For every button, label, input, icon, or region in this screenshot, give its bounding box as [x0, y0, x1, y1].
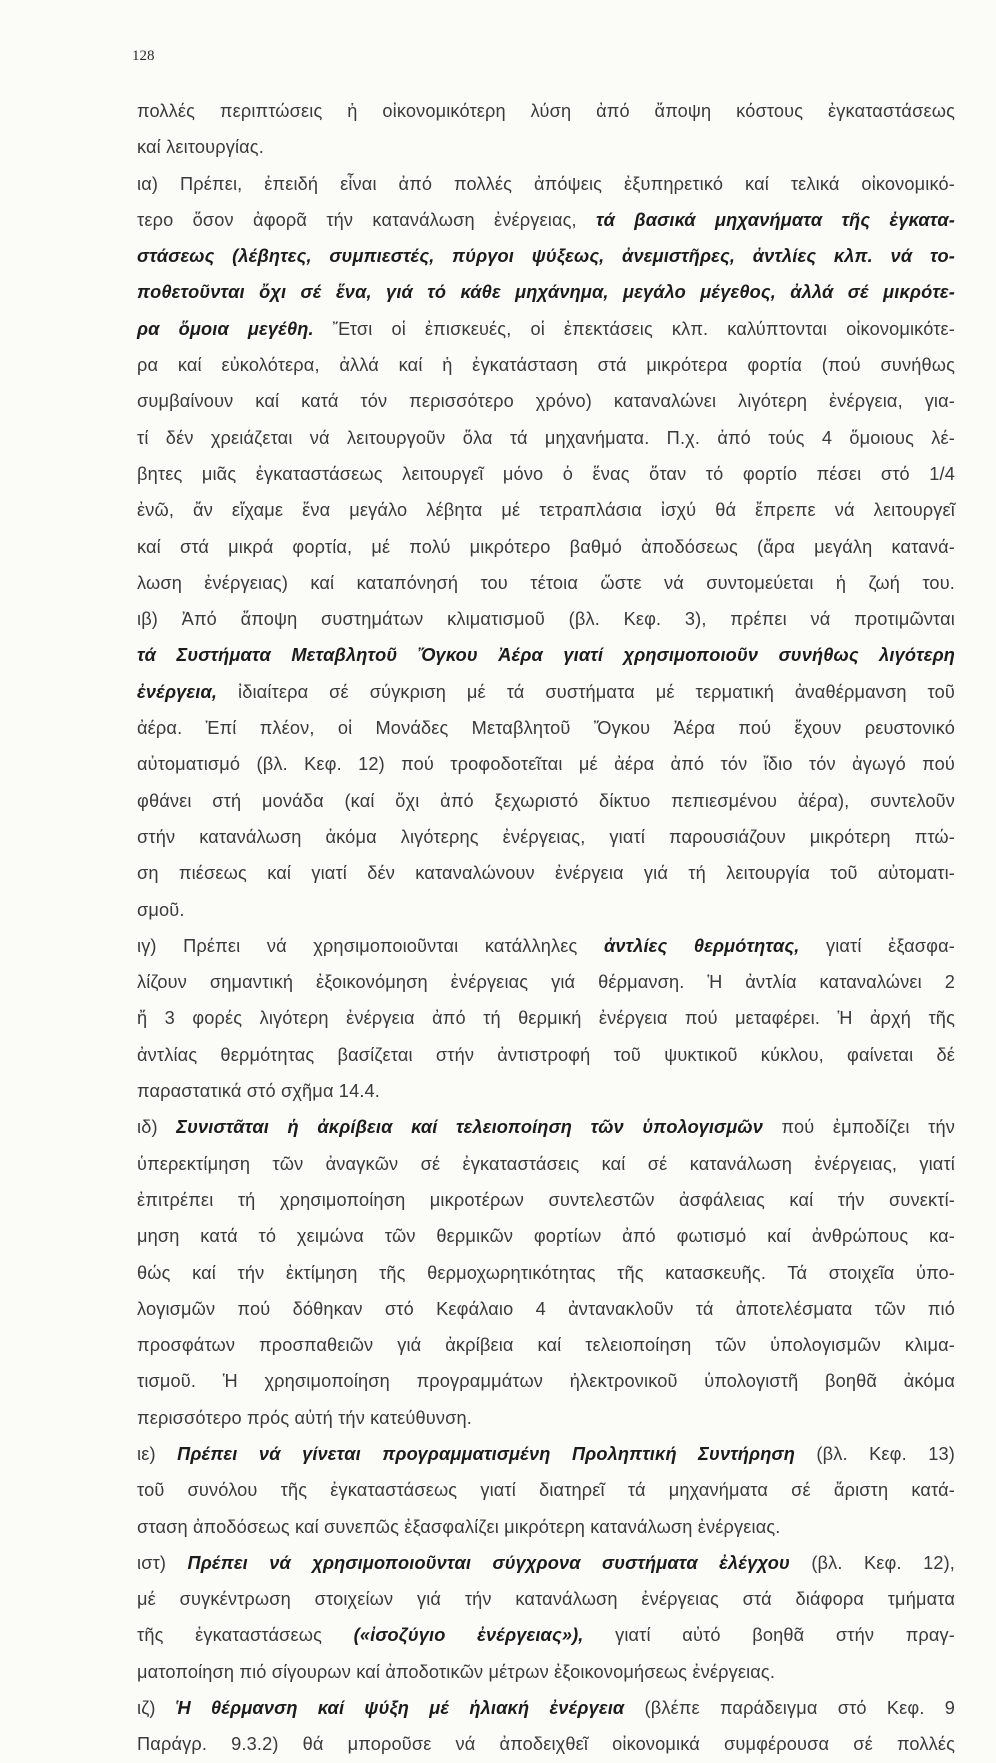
text-line: [137, 1255, 955, 1291]
text-line: [137, 819, 955, 855]
emphasis-text: ἀντλίες θερμότητας,: [603, 935, 800, 956]
text-line: [137, 529, 955, 565]
emphasis-text: τά βασικά μηχανήματα τῆς ἐγκατα-: [596, 209, 956, 230]
text-line: [137, 274, 955, 310]
text-line: [137, 1037, 955, 1073]
emphasis-text: Πρέπει νά χρησιμοποιοῦνται σύγχρονα συστήματα ἐλέγχου: [187, 1552, 790, 1573]
emphasis-text: ἐνέργεια,: [137, 681, 218, 702]
text-segment: ἰδιαίτερα σέ σύγκριση μέ τά συστήματα μέ τερματική ἀναθέρμανση τοῦ: [217, 681, 955, 702]
text-segment: πού ἐμποδίζει τήν: [762, 1117, 956, 1138]
text-line: [137, 420, 955, 456]
text-segment: Παράγρ. 9.3.2) θά μποροῦσε νά ἀποδειχθεῖ οἰκονομικά συμφέρουσα σέ πολλές: [137, 1734, 955, 1755]
text-line: [137, 565, 955, 601]
text-line: [137, 1000, 955, 1036]
text-line: [137, 783, 955, 819]
text-segment: ση πιέσεως καί γιατί δέν καταναλώνουν ἐνέργεια γιά τή λειτουργία τοῦ αὐτοματι-: [137, 863, 955, 884]
text-segment: τερο ὅσον ἀφορᾶ τήν κατανάλωση ἐνέργειας,: [137, 209, 596, 230]
text-line: [137, 383, 955, 419]
text-line: [137, 928, 955, 964]
text-line: [137, 855, 955, 891]
emphasis-text: ρα ὅμοια μεγέθη.: [137, 318, 314, 339]
emphasis-text: («ἰσοζύγιο ἐνέργειας»),: [353, 1625, 584, 1646]
text-line: [137, 1400, 955, 1436]
text-line: [137, 238, 955, 274]
text-segment: γιατί ἐξασφα-: [799, 935, 955, 956]
text-line: [137, 1472, 955, 1508]
text-line: [137, 166, 955, 202]
text-segment: συμβαίνουν καί κατά τόν περισσότερο χρόνο) καταναλώνει λιγότερη ἐνέργεια, για-: [137, 391, 955, 412]
text-segment: λωση ἐνέργειας) καί καταπόνησή του τέτοια ὥστε νά συντομεύεται ἡ ζωή του.: [137, 572, 955, 593]
text-segment: πολλές περιπτώσεις ἡ οἰκονομικότερη λύση ἀπό ἄποψη κόστους ἐγκαταστάσεως: [137, 101, 955, 121]
text-segment: (βλ. Κεφ. 12),: [789, 1552, 956, 1573]
text-segment: φθάνει στή μονάδα (καί ὄχι ἀπό ξεχωριστό δίκτυο πεπιεσμένου ἀέρα), συντελοῦν: [137, 790, 955, 811]
text-line: [137, 1617, 955, 1653]
text-line: [137, 1291, 955, 1327]
text-segment: ὑπερεκτίμηση τῶν ἀναγκῶν σέ ἐγκαταστάσεις καί σέ κατανάλωση ἐνέργειας, γιατί: [137, 1153, 955, 1174]
emphasis-text: ποθετοῦνται ὄχι σέ ἕνα, γιά τό κάθε μηχάνημα, μεγάλο μέγεθος, ἀλλά σέ μικρότε-: [137, 282, 955, 303]
text-segment: ιγ) Πρέπει νά χρησιμοποιοῦνται κατάλληλες: [137, 935, 604, 956]
text-segment: μηση κατά τό χειμώνα τῶν θερμικῶν φορτίων ἀπό φωτισμό καί ἀνθρώπους κα-: [137, 1226, 955, 1247]
emphasis-text: Συνιστᾶται ἡ ἀκρίβεια καί τελειοποίηση τῶν ὑπολογισμῶν: [176, 1117, 763, 1138]
text-line: [137, 1509, 955, 1545]
emphasis-text: Πρέπει νά γίνεται προγραμματισμένη Προληπτική Συντήρηση: [177, 1443, 795, 1464]
text-line: [137, 1146, 955, 1182]
text-segment: σμοῦ.: [137, 899, 185, 920]
text-line: [137, 1436, 955, 1472]
text-line: [137, 674, 955, 710]
page-number: 128: [132, 48, 155, 64]
text-segment: ἀέρα. Ἐπί πλέον, οἱ Μονάδες Μεταβλητοῦ Ὄγκου Ἀέρα πού ἔχουν ρευστονικό: [137, 718, 955, 739]
text-segment: Ἔτσι οἱ ἐπισκευές, οἱ ἐπεκτάσεις κλπ. καλύπτονται οἰκονομικότε-: [313, 318, 956, 339]
text-segment: ἐπιτρέπει τή χρησιμοποίηση μικροτέρων συντελεστῶν ἀσφάλειας καί τήν συνεκτί-: [137, 1189, 955, 1210]
text-line: [137, 202, 955, 238]
text-segment: ἤ 3 φορές λιγότερη ἐνέργεια ἀπό τή θερμική ἐνέργεια πού μεταφέρει. Ἡ ἀρχή τῆς: [137, 1008, 955, 1029]
text-line: [137, 311, 955, 347]
text-segment: ἀντλίας θερμότητας βασίζεται στήν ἀντιστροφή τοῦ ψυκτικοῦ κύκλου, φαίνεται δέ: [137, 1044, 955, 1065]
text-segment: τί δέν χρειάζεται νά λειτουργοῦν ὅλα τά μηχανήματα. Π.χ. ἀπό τούς 4 ὅμοιους λέ-: [137, 427, 955, 448]
text-line: [137, 1109, 955, 1145]
text-line: [137, 347, 955, 383]
text-line: [137, 1726, 955, 1762]
text-line: [137, 1654, 955, 1690]
text-segment: γιατί αὐτό βοηθᾶ στήν πραγ-: [583, 1625, 956, 1646]
text-segment: ιστ): [137, 1552, 188, 1573]
text-segment: (βλέπε παράδειγμα στό Κεφ. 9: [624, 1698, 956, 1719]
text-line: [137, 1073, 955, 1109]
text-segment: καί στά μικρά φορτία, μέ πολύ μικρότερο βαθμό ἀποδόσεως (ἄρα μεγάλη κατανά-: [137, 536, 955, 557]
text-segment: ιβ) Ἀπό ἄποψη συστημάτων κλιματισμοῦ (βλ. Κεφ. 3), πρέπει νά προτιμῶνται: [137, 609, 955, 630]
emphasis-text: τά Συστήματα Μεταβλητοῦ Ὄγκου Ἀέρα γιατί χρησιμοποιοῦν συνήθως λιγότερη: [137, 645, 955, 666]
text-segment: τισμοῦ. Ἡ χρησιμοποίηση προγραμμάτων ἠλεκτρονικοῦ ὑπολογιστῆ βοηθᾶ ἀκόμα: [137, 1371, 955, 1392]
text-line: [137, 1545, 955, 1581]
text-segment: παραστατικά στό σχῆμα 14.4.: [137, 1081, 381, 1102]
text-line: [137, 964, 955, 1000]
text-segment: περισσότερο πρός αὐτή τήν κατεύθυνση.: [137, 1407, 472, 1428]
text-segment: θώς καί τήν ἐκτίμηση τῆς θερμοχωρητικότητας τῆς κατασκευῆς. Τά στοιχεῖα ὑπο-: [137, 1262, 955, 1283]
text-segment: ια) Πρέπει, ἐπειδή εἶναι ἀπό πολλές ἀπόψεις ἐξυπηρετικό καί τελικά οἰκονομικό-: [137, 173, 955, 194]
text-line: [137, 1690, 955, 1726]
text-line: [137, 1218, 955, 1254]
text-segment: ματοποίηση πιό σίγουρων καί ἀποδοτικῶν μέτρων ἐξοικονομήσεως ἐνέργειας.: [137, 1661, 776, 1682]
text-segment: βητες μιᾶς ἐγκαταστάσεως λειτουργεῖ μόνο ὁ ἕνας ὅταν τό φορτίο πέσει στό 1/4: [137, 463, 955, 484]
text-segment: τοῦ συνόλου τῆς ἐγκαταστάσεως γιατί διατηρεῖ τά μηχανήματα σέ ἄριστη κατά-: [137, 1480, 955, 1501]
text-line: [137, 746, 955, 782]
text-line: [137, 129, 955, 165]
text-line: [137, 456, 955, 492]
text-segment: αὐτοματισμό (βλ. Κεφ. 12) πού τροφοδοτεῖται μέ ἀέρα ἀπό τόν ἴδιο τόν ἀγωγό πού: [137, 754, 955, 775]
text-segment: ιε): [137, 1443, 178, 1464]
text-segment: σταση ἀποδόσεως καί συνεπῶς ἐξασφαλίζει μικρότερη κατανάλωση ἐνέργειας.: [137, 1516, 781, 1537]
text-line: [137, 93, 955, 129]
text-line: [137, 637, 955, 673]
text-line: [137, 1182, 955, 1218]
text-segment: ιζ): [137, 1698, 176, 1719]
emphasis-text: Ἡ θέρμανση καί ψύξη μέ ἡλιακή ἐνέργεια: [175, 1698, 625, 1719]
text-line: [137, 492, 955, 528]
text-line: [137, 892, 955, 928]
text-segment: μέ συγκέντρωση στοιχείων γιά τήν κατανάλωση ἐνέργειας στά διάφορα τμήματα: [137, 1589, 955, 1610]
text-segment: καί λειτουργίας.: [137, 137, 264, 158]
text-line: [137, 710, 955, 746]
text-segment: στήν κατανάλωση ἀκόμα λιγότερης ἐνέργειας, γιατί παρουσιάζουν μικρότερη πτώ-: [137, 826, 955, 847]
text-line: [137, 1581, 955, 1617]
text-segment: (βλ. Κεφ. 13): [794, 1443, 955, 1464]
text-segment: ρα καί εὐκολότερα, ἀλλά καί ἡ ἐγκατάσταση στά μικρότερα φορτία (πού συνήθως: [137, 355, 955, 376]
text-segment: ιδ): [137, 1117, 177, 1138]
text-segment: τῆς ἐγκαταστάσεως: [137, 1625, 354, 1646]
text-segment: ἐνῶ, ἄν εἴχαμε ἕνα μεγάλο λέβητα μέ τετραπλάσια ἰσχύ θά ἔπρεπε νά λειτουργεῖ: [137, 500, 955, 521]
text-line: [137, 1363, 955, 1399]
text-segment: λογισμῶν πού δόθηκαν στό Κεφάλαιο 4 ἀντανακλοῦν τά ἀποτελέσματα τῶν πιό: [137, 1298, 955, 1319]
emphasis-text: στάσεως (λέβητες, συμπιεστές, πύργοι ψύξεως, ἀνεμιστῆρες, ἀντλίες κλπ. νά το-: [137, 246, 955, 267]
text-segment: λίζουν σημαντική ἐξοικονόμηση ἐνέργειας γιά θέρμανση. Ἡ ἀντλία καταναλώνει 2: [137, 972, 955, 993]
text-line: [137, 601, 955, 637]
body-text: [137, 93, 955, 1763]
text-line: [137, 1327, 955, 1363]
text-segment: προσφάτων προσπαθειῶν γιά ἀκρίβεια καί τελειοποίηση τῶν ὑπολογισμῶν κλιμα-: [137, 1335, 955, 1356]
